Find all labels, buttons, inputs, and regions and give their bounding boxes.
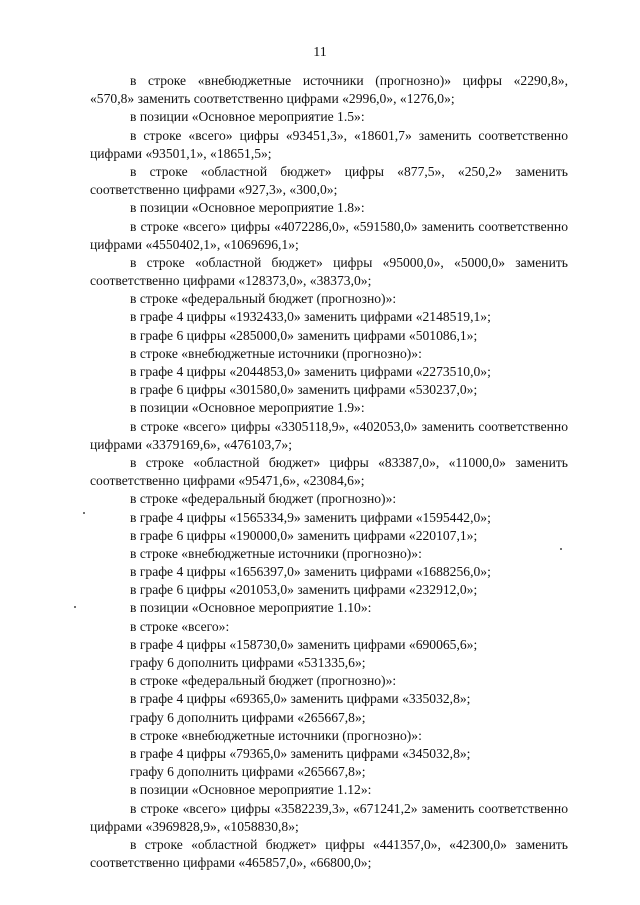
scan-speck xyxy=(83,512,85,514)
text-line: графу 6 дополнить цифрами «531335,6»; xyxy=(130,655,366,670)
text-line: соответственно цифрами «128373,0», «38373,0»; xyxy=(90,273,372,289)
text-line: в строке «всего» цифры «4072286,0», «591580,0» заменить соответственно xyxy=(130,218,568,234)
text-line: графу 6 дополнить цифрами «265667,8»; xyxy=(130,764,366,780)
text-line: цифрами «4550402,1», «1069696,1»; xyxy=(90,236,299,252)
text-line: в графе 6 цифры «285000,0» заменить цифрами «501086,1»; xyxy=(130,327,478,343)
page-number: 11 xyxy=(313,45,327,60)
text-line: в графе 4 цифры «2044853,0» заменить цифрами «2273510,0»; xyxy=(130,364,491,379)
text-line: в графе 6 цифры «190000,0» заменить цифрами «220107,1»; xyxy=(130,527,478,543)
text-line: в графе 4 цифры «1932433,0» заменить цифрами «2148519,1»; xyxy=(130,309,491,325)
text-line: в графе 4 цифры «79365,0» заменить цифрами «345032,8»; xyxy=(130,745,471,761)
text-line: в строке «всего» цифры «3305118,9», «402053,0» заменить соответственно xyxy=(130,418,568,434)
text-line: в графе 4 цифры «69365,0» заменить цифрами «335032,8»; xyxy=(130,691,471,707)
text-line: в строке «областной бюджет» цифры «877,5», «250,2» заменить xyxy=(130,163,568,179)
scan-speck xyxy=(560,548,562,550)
text-line: соответственно цифрами «465857,0», «66800,0»; xyxy=(90,855,372,871)
text-line: в графе 4 цифры «158730,0» заменить цифрами «690065,6»; xyxy=(130,636,478,652)
text-line: в графе 4 цифры «1656397,0» заменить цифрами «1688256,0»; xyxy=(130,564,491,580)
text-line: в строке «внебюджетные источники (прогнозно)»: xyxy=(130,545,422,561)
text-line: соответственно цифрами «95471,6», «23084,6»; xyxy=(90,473,365,489)
text-line: в строке «внебюджетные источники (прогнозно)»: xyxy=(130,345,422,361)
text-line: цифрами «3969828,9», «1058830,8»; xyxy=(90,818,299,834)
text-line: в позиции «Основное мероприятие 1.12»: xyxy=(130,782,372,798)
text-line: в графе 6 цифры «201053,0» заменить цифрами «232912,0»; xyxy=(130,582,478,598)
text-line: в строке «областной бюджет» цифры «83387,0», «11000,0» заменить xyxy=(130,454,568,470)
text-line: в позиции «Основное мероприятие 1.9»: xyxy=(130,400,365,416)
text-line: в строке «федеральный бюджет (прогнозно)»: xyxy=(130,673,397,689)
text-line: в позиции «Основное мероприятие 1.5»: xyxy=(130,109,365,125)
text-line: в строке «всего»: xyxy=(130,618,230,634)
text-line: в строке «областной бюджет» цифры «441357,0», «42300,0» заменить xyxy=(130,836,568,852)
text-line: «570,8» заменить соответственно цифрами «2996,0», «1276,0»; xyxy=(90,91,455,107)
text-line: в строке «федеральный бюджет (прогнозно)»: xyxy=(130,491,397,507)
text-line: цифрами «93501,1», «18651,5»; xyxy=(90,145,272,161)
text-line: в строке «внебюджетные источники (прогнозно)»: xyxy=(130,727,422,743)
document-body xyxy=(90,72,568,872)
scan-speck xyxy=(74,606,76,608)
text-line: в строке «внебюджетные источники (прогнозно)» цифры «2290,8», xyxy=(130,73,568,88)
text-line: в строке «федеральный бюджет (прогнозно)»: xyxy=(130,291,397,307)
text-line: в строке «всего» цифры «93451,3», «18601,7» заменить соответственно xyxy=(130,127,568,143)
text-line: в позиции «Основное мероприятие 1.8»: xyxy=(130,200,365,216)
text-line: в графе 4 цифры «1565334,9» заменить цифрами «1595442,0»; xyxy=(130,509,491,525)
text-line: в строке «всего» цифры «3582239,3», «671241,2» заменить соответственно xyxy=(130,800,568,816)
text-line: соответственно цифрами «927,3», «300,0»; xyxy=(90,182,338,198)
text-line: в позиции «Основное мероприятие 1.10»: xyxy=(130,600,372,616)
text-line: графу 6 дополнить цифрами «265667,8»; xyxy=(130,709,366,725)
text-line: в графе 6 цифры «301580,0» заменить цифрами «530237,0»; xyxy=(130,382,478,398)
text-line: цифрами «3379169,6», «476103,7»; xyxy=(90,436,292,452)
text-line: в строке «областной бюджет» цифры «95000,0», «5000,0» заменить xyxy=(130,254,568,270)
